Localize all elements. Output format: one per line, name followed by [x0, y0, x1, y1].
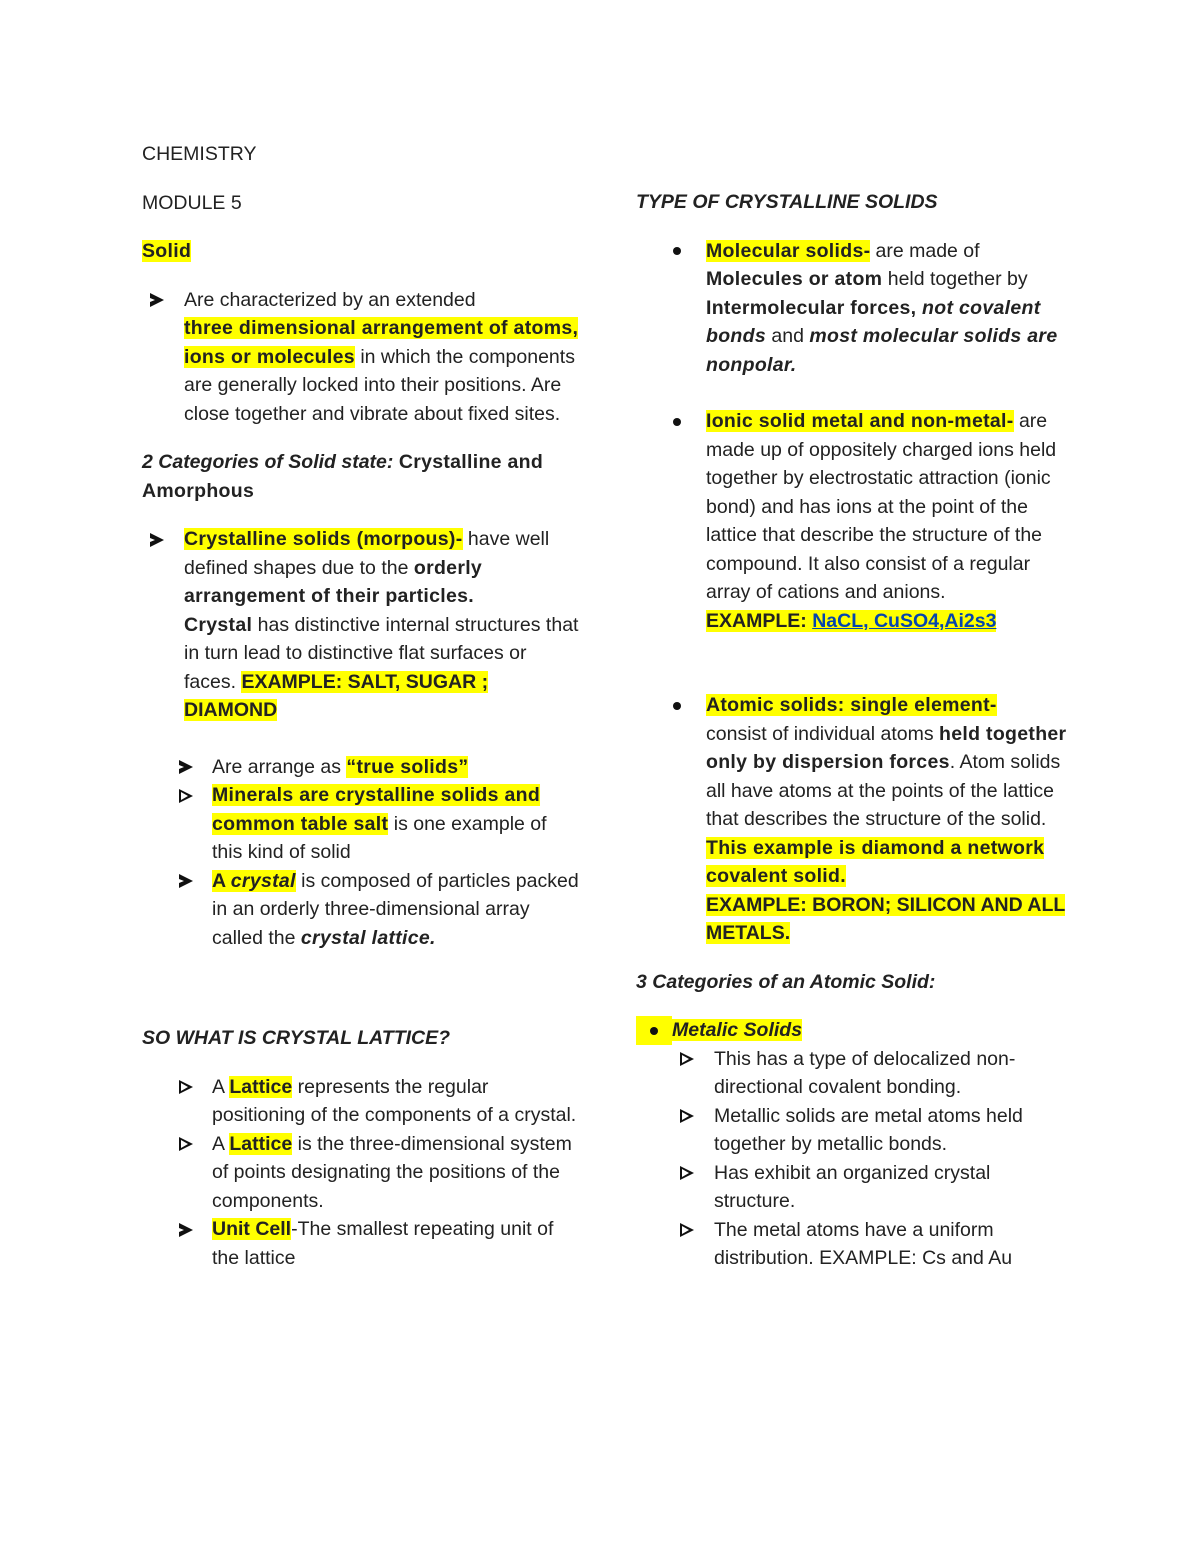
arrow-bullet-icon [177, 781, 195, 810]
arrow-bullet-icon [177, 1215, 195, 1244]
arrow-bullet-icon [177, 1073, 195, 1102]
list-item: Metallic solids are metal atoms held together by metallic bonds. [636, 1102, 1076, 1159]
document-title: CHEMISTRY [142, 143, 257, 165]
lattice-list [177, 1073, 582, 1273]
arrow-bullet-icon [678, 1102, 696, 1131]
example-link[interactable]: NaCL, CuSO4,Ai2s3 [812, 609, 997, 632]
arrow-bullet-icon [148, 525, 166, 554]
list-item: A crystal is composed of particles packed in an orderly three-dimensional array called the crystal lattice. [177, 867, 582, 953]
list-item: Ionic solid metal and non-metal- are made up of oppositely charged ions held together by electrostatic attraction (ionic bond) and has ions at the point of the lattice that describe the structure of the compound. It also consist of a regular array of cations and anions. EXAMPLE: NaCL, CuSO4,Ai2s3 [636, 407, 1076, 635]
arrow-bullet-icon [678, 1216, 696, 1245]
types-list [636, 237, 1076, 948]
list-item: Crystalline solids (morpous)- have well defined shapes due to the orderly arrangement of their particles. Crystal has distinctive internal structures that in turn lead to distinctive flat surfaces or faces. EXAMPLE: SALT, SUGAR ; DIAMOND [142, 525, 582, 725]
list-item: Atomic solids: single element- consist of individual atoms held together only by dispersion forces. Atom solids all have atoms at the points of the lattice that describes the structure of the solid. This example is diamond a network covalent solid. EXAMPLE: BORON; SILICON AND ALL METALS. [636, 691, 1076, 948]
arrow-bullet-icon [177, 867, 195, 896]
arrow-bullet-icon [678, 1159, 696, 1188]
crystalline-list [142, 525, 582, 725]
list-item: Minerals are crystalline solids and common table salt is one example of this kind of solid [177, 781, 582, 867]
list-item: Has exhibit an organized crystal structure. [636, 1159, 1076, 1216]
atomic-categories-heading: 3 Categories of an Atomic Solid: [636, 970, 936, 993]
list-item: Are arrange as “true solids” [177, 753, 582, 782]
arrow-bullet-icon [148, 286, 166, 315]
list-item: The metal atoms have a uniform distribution. EXAMPLE: Cs and Au [636, 1216, 1076, 1273]
list-item: This has a type of delocalized non-directional covalent bonding. [636, 1045, 1076, 1102]
categories-heading: 2 Categories of Solid state: Crystalline and Amorphous [142, 451, 544, 502]
bullet-dot-icon [670, 237, 684, 266]
list-item: Unit Cell-The smallest repeating unit of the lattice [177, 1215, 582, 1272]
bullet-dot-icon [670, 691, 684, 720]
crystalline-types-heading: TYPE OF CRYSTALLINE SOLIDS [636, 191, 938, 213]
solid-list [142, 286, 582, 429]
left-column [142, 140, 582, 1272]
arrow-bullet-icon [177, 1130, 195, 1159]
list-item: Molecular solids- are made of Molecules or atom held together by Intermolecular forces, not covalent bonds and most molecular solids are nonpolar. [636, 237, 1076, 380]
right-column [636, 188, 1076, 1273]
solid-heading: Solid [142, 240, 192, 262]
crystalline-sub-list [177, 753, 582, 953]
list-item: Are characterized by an extended three dimensional arrangement of atoms, ions or molecules in which the components are generally locked into their positions. Are close together and vibrate about fixed sites. [142, 286, 582, 429]
module-heading: MODULE 5 [142, 191, 242, 214]
list-item: A Lattice is the three-dimensional system of points designating the positions of the components. [177, 1130, 582, 1216]
list-item: A Lattice represents the regular positioning of the components of a crystal. [177, 1073, 582, 1130]
bullet-dot-icon [636, 1016, 672, 1045]
list-item: Metalic Solids [636, 1016, 1076, 1045]
metalic-list [636, 1016, 1076, 1045]
bullet-dot-icon [670, 407, 684, 436]
lattice-heading: SO WHAT IS CRYSTAL LATTICE? [142, 1027, 451, 1049]
arrow-bullet-icon [678, 1045, 696, 1074]
metalic-sub-list [636, 1045, 1076, 1273]
arrow-bullet-icon [177, 753, 195, 782]
